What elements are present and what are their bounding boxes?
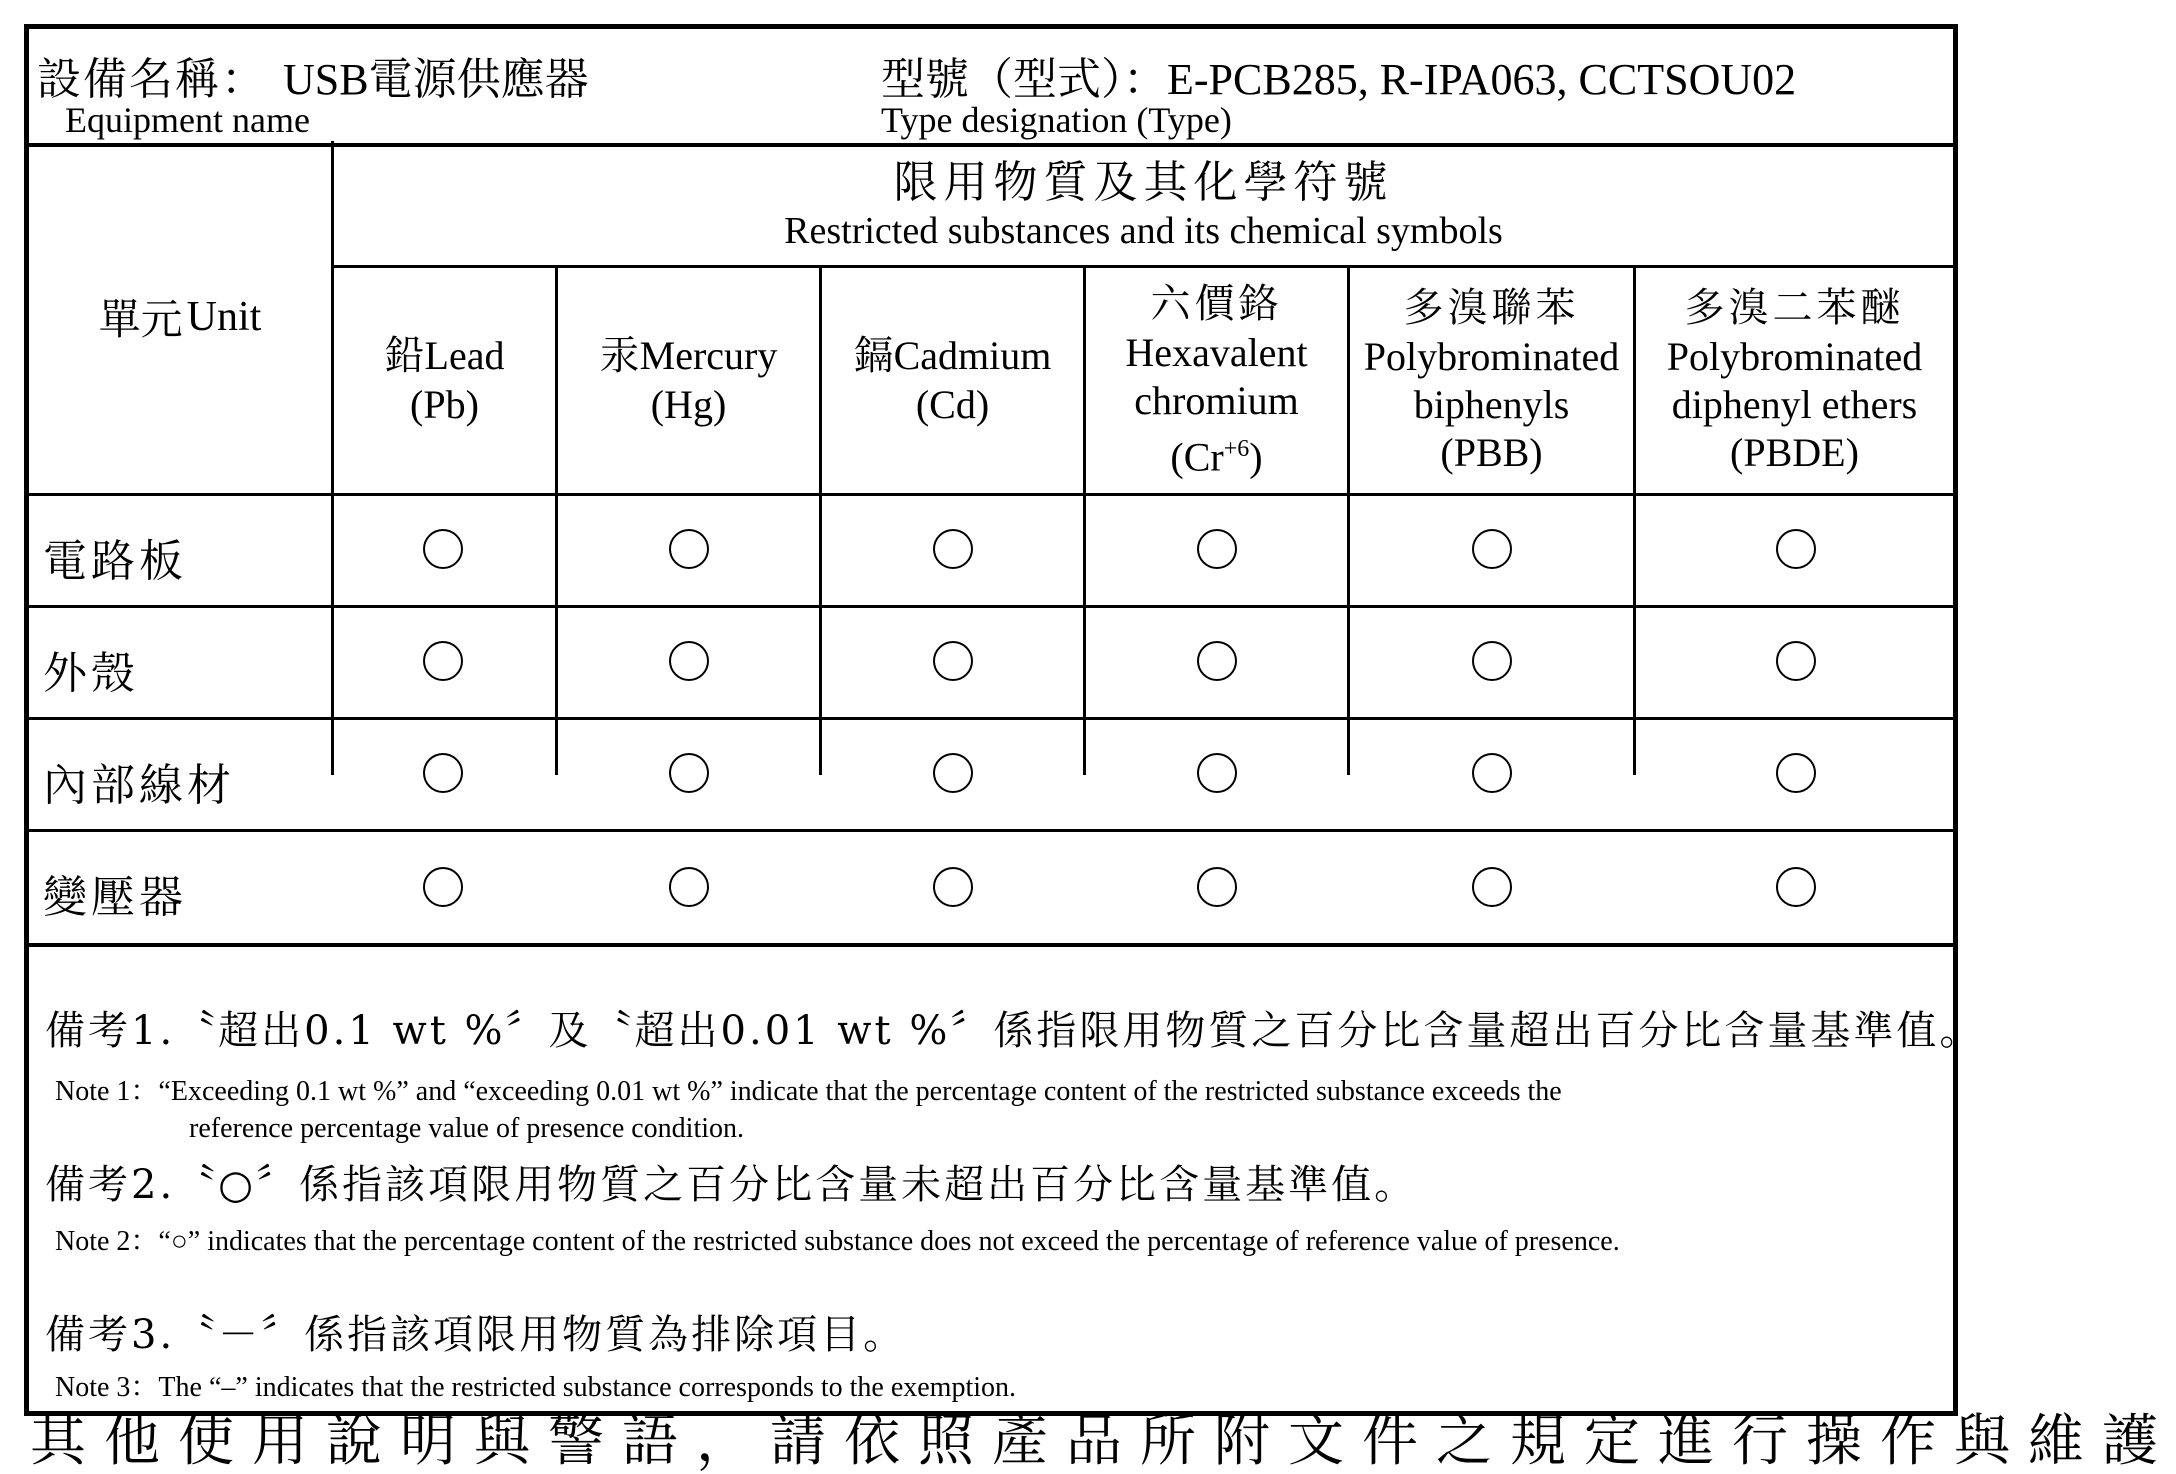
unit-column-header: 單元 Unit (98, 294, 262, 344)
compliance-mark-circle (1776, 641, 1816, 681)
substance-header-pbde: 多溴二苯醚 Polybrominated diphenyl ethers (PBDE) (1666, 285, 1923, 475)
substance-header-lead: 鉛Lead (Pb) (384, 333, 505, 427)
grid-line (29, 493, 1953, 496)
unit-row-label: 外殼 (43, 648, 139, 699)
compliance-mark-circle (669, 753, 709, 793)
type-designation-en: Type designation (Type) (881, 100, 1232, 140)
equipment-name-zh: 設備名稱： USB電源供應器 (37, 54, 589, 105)
compliance-mark-circle (933, 641, 973, 681)
compliance-mark-circle (669, 867, 709, 907)
compliance-mark-circle (1197, 641, 1237, 681)
note-2-en: Note 2：“○” indicates that the percentage content of the restricted substance does not exceed the percentage of reference value of presence. (55, 1226, 1620, 1257)
compliance-mark-circle (1472, 641, 1512, 681)
compliance-mark-circle (423, 641, 463, 681)
grid-line (29, 605, 1953, 608)
restricted-header-en: Restricted substances and its chemical symbols (784, 210, 1503, 252)
compliance-mark-circle (1472, 753, 1512, 793)
grid-line (29, 943, 1953, 947)
compliance-mark-circle (423, 753, 463, 793)
restricted-header-zh: 限用物質及其化學符號 (893, 157, 1394, 208)
compliance-mark-circle (1472, 529, 1512, 569)
note-2-zh: 備考2.〝○〞係指該項限用物質之百分比含量未超出百分比含量基準值。 (45, 1162, 1418, 1208)
compliance-mark-circle (1472, 867, 1512, 907)
restricted-substances-header (334, 157, 1953, 253)
grid-line (29, 717, 1953, 720)
note-1-en: Note 1：“Exceeding 0.1 wt %” and “exceeding 0.01 wt %” indicate that the percentage content of the restricted substance exceeds the (55, 1076, 1562, 1107)
compliance-mark-circle (669, 641, 709, 681)
note-3-en: Note 3：The “–” indicates that the restricted substance corresponds to the exemption. (55, 1372, 1017, 1403)
note-1-zh: 備考1.〝超出0.1 wt %〞及〝超出0.01 wt %〞係指限用物質之百分比含量超出百分比含量基準值。 (45, 1008, 1983, 1054)
equipment-header (29, 29, 1953, 147)
equipment-name-en: Equipment name (65, 100, 310, 140)
substance-header-cadmium: 鎘Cadmium (Cd) (853, 333, 1052, 427)
unit-row-label: 內部線材 (43, 760, 235, 811)
compliance-mark-circle (423, 867, 463, 907)
compliance-mark-circle (1776, 753, 1816, 793)
grid-line (29, 829, 1953, 832)
type-designation-zh: 型號（型式）：E-PCB285, R-IPA063, CCTSOU02 (881, 54, 1797, 105)
unit-row-label: 電路板 (43, 536, 187, 587)
substance-header-hexavalent-chromium: 六價鉻 Hexavalent chromium $(Cr^{+6})$ (1125, 280, 1308, 480)
compliance-mark-circle (933, 753, 973, 793)
rohs-declaration-table (24, 24, 1983, 1416)
cut-off-bottom-text: 其他使用說明與警語，請依照產品所附文件之規定進行操作與維護 (30, 1409, 2176, 1474)
substance-header-mercury: 汞Mercury (Hg) (599, 333, 778, 427)
compliance-mark-circle (669, 529, 709, 569)
note-3-zh: 備考3.〝－〞係指該項限用物質為排除項目。 (45, 1312, 907, 1358)
note-1-en-cont: reference percentage value of presence condition. (189, 1113, 745, 1144)
compliance-mark-circle (933, 529, 973, 569)
substance-header-pbb: 多溴聯苯 Polybrominated biphenyls (PBB) (1363, 285, 1620, 475)
compliance-mark-circle (933, 867, 973, 907)
unit-row-label: 變壓器 (43, 872, 187, 923)
compliance-mark-circle (1197, 529, 1237, 569)
compliance-mark-circle (423, 529, 463, 569)
compliance-mark-circle (1776, 529, 1816, 569)
compliance-mark-circle (1197, 753, 1237, 793)
compliance-mark-circle (1197, 867, 1237, 907)
compliance-mark-circle (1776, 867, 1816, 907)
